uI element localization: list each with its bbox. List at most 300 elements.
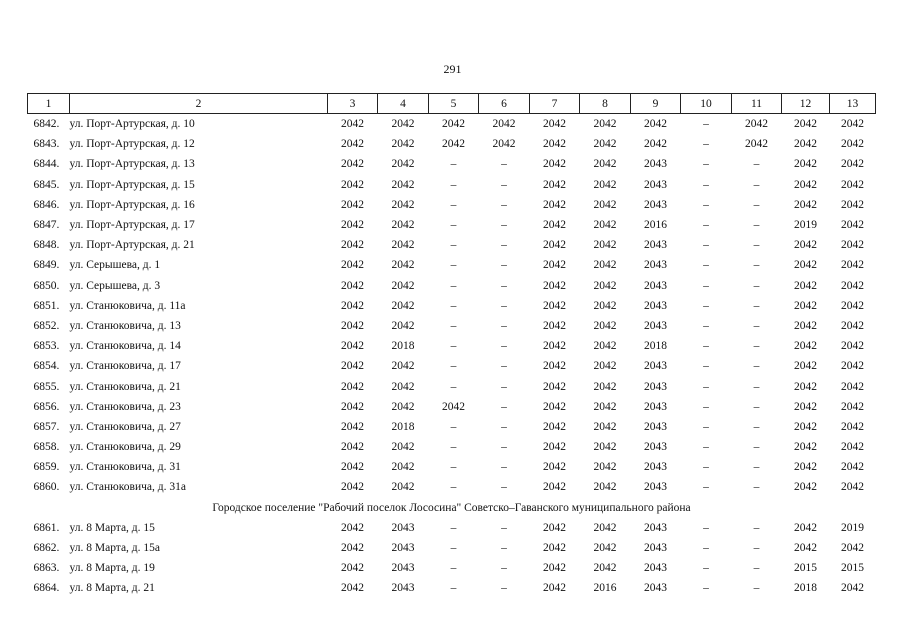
value-cell-col-5: – [450, 279, 457, 292]
address-cell: ул. 8 Марта, д. 19 [69, 562, 155, 575]
value-cell-col-9: 2043 [644, 239, 667, 252]
value-cell-col-8: 2016 [593, 582, 617, 595]
table-row [28, 134, 876, 154]
value-cell-col-11: – [753, 158, 760, 171]
column-header-10: 10 [681, 94, 732, 114]
value-cell-col-11: – [753, 461, 760, 474]
address-cell: ул. Станюковича, д. 21 [69, 380, 181, 393]
value-cell-col-12: 2042 [794, 158, 817, 171]
value-cell-col-10: – [703, 299, 709, 312]
value-cell-col-4: 2042 [391, 158, 415, 171]
value-cell-col-11: 2042 [745, 138, 768, 151]
value-cell-col-11: – [753, 400, 760, 413]
value-cell-col-3: 2042 [341, 340, 364, 353]
value-cell-col-12: 2042 [794, 319, 817, 332]
value-cell-col-8: 2042 [593, 420, 617, 433]
value-cell-col-7: 2042 [543, 219, 566, 232]
value-cell-col-8: 2042 [593, 542, 617, 555]
value-cell-col-12: 2042 [794, 360, 817, 373]
value-cell-col-12: 2042 [794, 118, 817, 131]
value-cell-col-5: – [450, 360, 457, 373]
value-cell-col-6: – [501, 360, 507, 373]
value-cell-col-13: 2042 [841, 299, 864, 312]
value-cell-col-5: – [450, 582, 457, 595]
value-cell-col-6: – [501, 198, 507, 211]
value-cell-col-5: – [450, 158, 457, 171]
column-header-1: 1 [28, 94, 70, 114]
address-cell: ул. 8 Марта, д. 15а [69, 542, 161, 555]
value-cell-col-11: – [753, 582, 760, 595]
value-cell-col-8: 2042 [593, 461, 617, 474]
value-cell-col-6: – [501, 219, 507, 232]
value-cell-col-9: 2043 [644, 198, 667, 211]
value-cell-col-7: 2042 [543, 138, 566, 151]
value-cell-col-13: 2042 [841, 400, 864, 413]
value-cell-col-13: 2042 [841, 138, 864, 151]
value-cell-col-11: – [753, 299, 760, 312]
table-row [28, 296, 876, 316]
value-cell-col-9: 2043 [644, 178, 667, 191]
value-cell-col-11: – [753, 542, 760, 555]
value-cell-col-3: 2042 [341, 219, 364, 232]
row-number: 6864. [33, 582, 60, 595]
value-cell-col-11: 2042 [745, 118, 768, 131]
value-cell-col-5: – [450, 461, 457, 474]
value-cell-col-10: – [703, 198, 709, 211]
column-header-7: 7 [530, 94, 580, 114]
value-cell-col-7: 2042 [543, 279, 566, 292]
table-row [28, 417, 876, 437]
value-cell-col-11: – [753, 380, 760, 393]
value-cell-col-4: 2042 [391, 259, 415, 272]
value-cell-col-3: 2042 [341, 441, 364, 454]
address-cell: ул. 8 Марта, д. 15 [69, 521, 155, 534]
value-cell-col-7: 2042 [543, 198, 566, 211]
value-cell-col-8: 2042 [593, 360, 617, 373]
value-cell-col-6: – [501, 239, 507, 252]
value-cell-col-5: – [450, 521, 457, 534]
value-cell-col-4: 2043 [391, 582, 415, 595]
row-number: 6850. [33, 279, 60, 292]
value-cell-col-10: – [703, 481, 709, 494]
table-row [28, 336, 876, 356]
value-cell-col-6: – [501, 481, 507, 494]
table-row [28, 376, 876, 396]
value-cell-col-10: – [703, 259, 709, 272]
address-cell: ул. Станюковича, д. 29 [69, 441, 181, 454]
value-cell-col-6: 2042 [492, 118, 516, 131]
value-cell-col-10: – [703, 219, 709, 232]
value-cell-col-6: 2042 [492, 138, 516, 151]
value-cell-col-5: – [450, 542, 457, 555]
section-heading: Городское поселение "Рабочий поселок Лососина" Советско–Гаванского муниципального района [212, 501, 691, 514]
value-cell-col-12: 2042 [794, 420, 817, 433]
value-cell-col-3: 2042 [341, 239, 364, 252]
value-cell-col-4: 2042 [391, 178, 415, 191]
value-cell-col-6: – [501, 400, 507, 413]
value-cell-col-7: 2042 [543, 319, 566, 332]
value-cell-col-13: 2042 [841, 319, 864, 332]
value-cell-col-6: – [501, 521, 507, 534]
row-number: 6855. [33, 380, 60, 393]
value-cell-col-11: – [753, 319, 760, 332]
address-cell: ул. 8 Марта, д. 21 [69, 582, 155, 595]
value-cell-col-3: 2042 [341, 380, 364, 393]
value-cell-col-11: – [753, 178, 760, 191]
column-header-4: 4 [378, 94, 429, 114]
address-cell: ул. Порт-Артурская, д. 17 [69, 219, 195, 232]
value-cell-col-13: 2042 [841, 239, 864, 252]
value-cell-col-13: 2042 [841, 481, 864, 494]
value-cell-col-4: 2043 [391, 521, 415, 534]
value-cell-col-6: – [501, 582, 507, 595]
value-cell-col-13: 2015 [841, 562, 864, 575]
value-cell-col-8: 2042 [593, 279, 617, 292]
value-cell-col-3: 2042 [341, 582, 364, 595]
value-cell-col-13: 2042 [841, 360, 864, 373]
value-cell-col-4: 2042 [391, 299, 415, 312]
row-number: 6843. [33, 138, 60, 151]
value-cell-col-10: – [703, 542, 709, 555]
value-cell-col-13: 2042 [841, 158, 864, 171]
address-cell: ул. Станюковича, д. 31 [69, 461, 181, 474]
value-cell-col-13: 2042 [841, 542, 864, 555]
value-cell-col-6: – [501, 340, 507, 353]
value-cell-col-9: 2042 [644, 138, 667, 151]
value-cell-col-12: 2042 [794, 259, 817, 272]
table-row [28, 518, 876, 538]
value-cell-col-8: 2042 [593, 441, 617, 454]
value-cell-col-10: – [703, 319, 709, 332]
value-cell-col-4: 2042 [391, 360, 415, 373]
value-cell-col-7: 2042 [543, 178, 566, 191]
table-row [28, 175, 876, 195]
value-cell-col-10: – [703, 138, 709, 151]
value-cell-col-7: 2042 [543, 461, 566, 474]
value-cell-col-12: 2042 [794, 239, 817, 252]
value-cell-col-8: 2042 [593, 158, 617, 171]
value-cell-col-13: 2042 [841, 340, 864, 353]
address-cell: ул. Порт-Артурская, д. 10 [69, 118, 195, 131]
table-row [28, 235, 876, 255]
value-cell-col-12: 2019 [794, 219, 817, 232]
value-cell-col-12: 2042 [794, 481, 817, 494]
value-cell-col-7: 2042 [543, 158, 566, 171]
value-cell-col-9: 2043 [644, 542, 667, 555]
value-cell-col-11: – [753, 219, 760, 232]
table-row [28, 538, 876, 558]
value-cell-col-3: 2042 [341, 158, 364, 171]
value-cell-col-9: 2043 [644, 441, 667, 454]
value-cell-col-7: 2042 [543, 239, 566, 252]
table-body [28, 114, 876, 599]
row-number: 6842. [33, 118, 60, 131]
row-number: 6848. [33, 239, 60, 252]
table-row [28, 437, 876, 457]
value-cell-col-5: – [450, 178, 457, 191]
value-cell-col-9: 2043 [644, 259, 667, 272]
value-cell-col-4: 2042 [391, 118, 415, 131]
table-row [28, 255, 876, 275]
value-cell-col-8: 2042 [593, 562, 617, 575]
value-cell-col-8: 2042 [593, 259, 617, 272]
value-cell-col-12: 2042 [794, 400, 817, 413]
value-cell-col-7: 2042 [543, 400, 566, 413]
row-number: 6845. [33, 178, 60, 191]
value-cell-col-4: 2043 [391, 542, 415, 555]
row-number: 6851. [33, 299, 60, 312]
value-cell-col-7: 2042 [543, 118, 566, 131]
value-cell-col-8: 2042 [593, 481, 617, 494]
table-row [28, 114, 876, 135]
value-cell-col-7: 2042 [543, 441, 566, 454]
value-cell-col-5: – [450, 380, 457, 393]
value-cell-col-3: 2042 [341, 319, 364, 332]
value-cell-col-6: – [501, 441, 507, 454]
value-cell-col-8: 2042 [593, 219, 617, 232]
table-row [28, 558, 876, 578]
value-cell-col-4: 2018 [391, 420, 415, 433]
value-cell-col-3: 2042 [341, 138, 364, 151]
address-cell: ул. Станюковича, д. 27 [69, 420, 181, 433]
value-cell-col-12: 2042 [794, 521, 817, 534]
value-cell-col-10: – [703, 562, 709, 575]
value-cell-col-5: 2042 [442, 138, 465, 151]
value-cell-col-10: – [703, 582, 709, 595]
value-cell-col-9: 2043 [644, 481, 667, 494]
value-cell-col-5: – [450, 198, 457, 211]
value-cell-col-8: 2042 [593, 118, 617, 131]
value-cell-col-4: 2042 [391, 219, 415, 232]
row-number: 6849. [33, 259, 60, 272]
value-cell-col-5: – [450, 562, 457, 575]
value-cell-col-13: 2042 [841, 441, 864, 454]
value-cell-col-9: 2018 [644, 340, 667, 353]
column-header-13: 13 [830, 94, 876, 114]
value-cell-col-4: 2042 [391, 441, 415, 454]
value-cell-col-9: 2043 [644, 158, 667, 171]
value-cell-col-6: – [501, 178, 507, 191]
value-cell-col-12: 2042 [794, 279, 817, 292]
value-cell-col-9: 2043 [644, 299, 667, 312]
value-cell-col-3: 2042 [341, 178, 364, 191]
value-cell-col-9: 2043 [644, 582, 667, 595]
table-row [28, 578, 876, 598]
table-row [28, 356, 876, 376]
value-cell-col-12: 2042 [794, 198, 817, 211]
value-cell-col-6: – [501, 562, 507, 575]
value-cell-col-9: 2043 [644, 279, 667, 292]
value-cell-col-7: 2042 [543, 259, 566, 272]
value-cell-col-9: 2043 [644, 319, 667, 332]
value-cell-col-5: – [450, 441, 457, 454]
value-cell-col-7: 2042 [543, 481, 566, 494]
value-cell-col-8: 2042 [593, 400, 617, 413]
value-cell-col-13: 2042 [841, 259, 864, 272]
value-cell-col-8: 2042 [593, 198, 617, 211]
value-cell-col-12: 2015 [794, 562, 817, 575]
value-cell-col-10: – [703, 118, 709, 131]
value-cell-col-8: 2042 [593, 299, 617, 312]
value-cell-col-10: – [703, 380, 709, 393]
address-cell: ул. Порт-Артурская, д. 12 [69, 138, 195, 151]
value-cell-col-11: – [753, 360, 760, 373]
value-cell-col-6: – [501, 380, 507, 393]
address-cell: ул. Порт-Артурская, д. 15 [69, 178, 195, 191]
value-cell-col-4: 2042 [391, 400, 415, 413]
value-cell-col-6: – [501, 259, 507, 272]
value-cell-col-5: – [450, 340, 457, 353]
row-number: 6846. [33, 198, 60, 211]
row-number: 6857. [33, 420, 60, 433]
address-cell: ул. Серышева, д. 1 [69, 259, 161, 272]
row-number: 6847. [33, 219, 60, 232]
value-cell-col-13: 2042 [841, 461, 864, 474]
value-cell-col-9: 2043 [644, 400, 667, 413]
table-row [28, 195, 876, 215]
value-cell-col-5: 2042 [442, 400, 465, 413]
page-number: 291 [443, 62, 462, 76]
column-header-12: 12 [782, 94, 830, 114]
value-cell-col-10: – [703, 441, 709, 454]
value-cell-col-9: 2043 [644, 380, 667, 393]
address-cell: ул. Серышева, д. 3 [69, 279, 161, 292]
value-cell-col-4: 2042 [391, 461, 415, 474]
value-cell-col-4: 2043 [391, 562, 415, 575]
value-cell-col-13: 2042 [841, 582, 864, 595]
table-row [28, 457, 876, 477]
value-cell-col-11: – [753, 562, 760, 575]
value-cell-col-12: 2042 [794, 380, 817, 393]
value-cell-col-3: 2042 [341, 279, 364, 292]
row-number: 6859. [33, 461, 60, 474]
value-cell-col-3: 2042 [341, 562, 364, 575]
row-number: 6863. [33, 562, 60, 575]
value-cell-col-11: – [753, 420, 760, 433]
value-cell-col-6: – [501, 299, 507, 312]
value-cell-col-10: – [703, 158, 709, 171]
value-cell-col-4: 2042 [391, 481, 415, 494]
value-cell-col-3: 2042 [341, 198, 364, 211]
value-cell-col-7: 2042 [543, 582, 566, 595]
value-cell-col-6: – [501, 279, 507, 292]
value-cell-col-13: 2042 [841, 118, 864, 131]
value-cell-col-9: 2042 [644, 118, 667, 131]
section-heading-row [28, 498, 876, 518]
value-cell-col-10: – [703, 461, 709, 474]
value-cell-col-13: 2019 [841, 521, 864, 534]
value-cell-col-4: 2042 [391, 380, 415, 393]
value-cell-col-12: 2042 [794, 461, 817, 474]
value-cell-col-13: 2042 [841, 178, 864, 191]
row-number: 6852. [33, 319, 60, 332]
value-cell-col-10: – [703, 360, 709, 373]
value-cell-col-12: 2042 [794, 299, 817, 312]
address-cell: ул. Станюковича, д. 23 [69, 400, 181, 413]
value-cell-col-5: – [450, 481, 457, 494]
value-cell-col-11: – [753, 259, 760, 272]
value-cell-col-13: 2042 [841, 219, 864, 232]
value-cell-col-10: – [703, 400, 709, 413]
table-row [28, 397, 876, 417]
value-cell-col-9: 2043 [644, 420, 667, 433]
value-cell-col-8: 2042 [593, 178, 617, 191]
column-header-9: 9 [631, 94, 681, 114]
value-cell-col-7: 2042 [543, 542, 566, 555]
value-cell-col-5: – [450, 299, 457, 312]
value-cell-col-8: 2042 [593, 380, 617, 393]
value-cell-col-6: – [501, 420, 507, 433]
value-cell-col-9: 2043 [644, 461, 667, 474]
value-cell-col-5: – [450, 239, 457, 252]
value-cell-col-7: 2042 [543, 340, 566, 353]
value-cell-col-13: 2042 [841, 198, 864, 211]
value-cell-col-13: 2042 [841, 279, 864, 292]
value-cell-col-5: 2042 [442, 118, 465, 131]
column-header-5: 5 [429, 94, 479, 114]
value-cell-col-11: – [753, 340, 760, 353]
value-cell-col-3: 2042 [341, 542, 364, 555]
row-number: 6856. [33, 400, 60, 413]
row-number: 6860. [33, 481, 60, 494]
value-cell-col-12: 2042 [794, 542, 817, 555]
row-number: 6853. [33, 340, 60, 353]
address-cell: ул. Порт-Артурская, д. 16 [69, 198, 195, 211]
address-cell: ул. Станюковича, д. 17 [69, 360, 181, 373]
value-cell-col-3: 2042 [341, 259, 364, 272]
address-cell: ул. Порт-Артурская, д. 21 [69, 239, 195, 252]
value-cell-col-10: – [703, 340, 709, 353]
value-cell-col-4: 2042 [391, 279, 415, 292]
header-row [28, 94, 876, 114]
value-cell-col-3: 2042 [341, 360, 364, 373]
address-cell: ул. Станюковича, д. 11а [69, 299, 186, 312]
value-cell-col-10: – [703, 239, 709, 252]
value-cell-col-8: 2042 [593, 239, 617, 252]
value-cell-col-6: – [501, 319, 507, 332]
value-cell-col-13: 2042 [841, 420, 864, 433]
value-cell-col-3: 2042 [341, 400, 364, 413]
value-cell-col-11: – [753, 441, 760, 454]
value-cell-col-5: – [450, 219, 457, 232]
data-table [27, 93, 876, 599]
table-row [28, 276, 876, 296]
value-cell-col-12: 2042 [794, 178, 817, 191]
table-row [28, 215, 876, 235]
value-cell-col-5: – [450, 420, 457, 433]
column-header-8: 8 [580, 94, 631, 114]
address-cell: ул. Станюковича, д. 13 [69, 319, 181, 332]
row-number: 6861. [33, 521, 60, 534]
value-cell-col-13: 2042 [841, 380, 864, 393]
row-number: 6862. [33, 542, 60, 555]
value-cell-col-6: – [501, 158, 507, 171]
value-cell-col-9: 2043 [644, 360, 667, 373]
value-cell-col-12: 2042 [794, 138, 817, 151]
value-cell-col-11: – [753, 198, 760, 211]
value-cell-col-5: – [450, 319, 457, 332]
row-number: 6858. [33, 441, 60, 454]
value-cell-col-10: – [703, 420, 709, 433]
value-cell-col-7: 2042 [543, 521, 566, 534]
value-cell-col-3: 2042 [341, 461, 364, 474]
value-cell-col-10: – [703, 178, 709, 191]
value-cell-col-8: 2042 [593, 521, 617, 534]
value-cell-col-10: – [703, 521, 709, 534]
value-cell-col-3: 2042 [341, 420, 364, 433]
row-number: 6844. [33, 158, 60, 171]
column-header-11: 11 [732, 94, 782, 114]
